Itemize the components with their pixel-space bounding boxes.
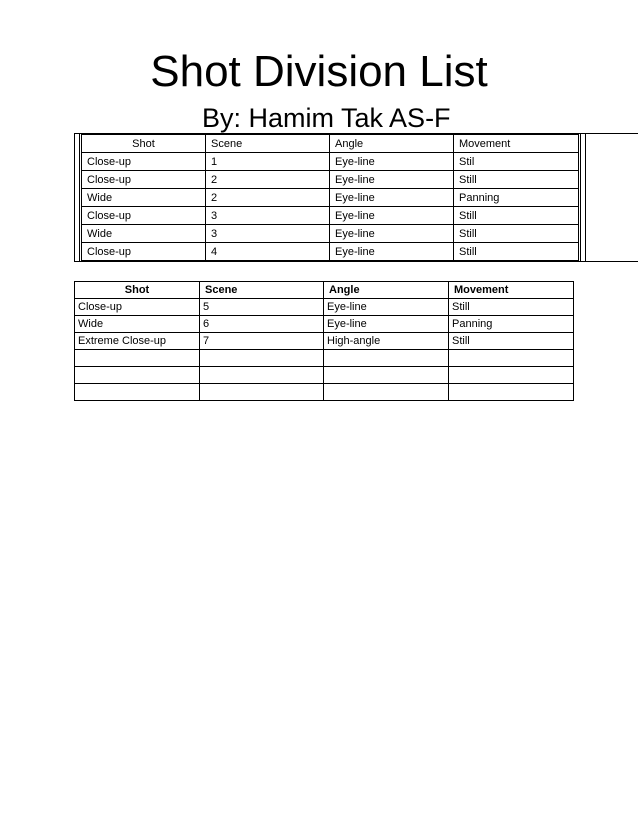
cell-scene: 6 <box>200 316 324 333</box>
cell-angle: Eye-line <box>330 225 454 243</box>
cell-movement <box>449 350 574 367</box>
page-title: Shot Division List <box>150 47 488 96</box>
cell-movement: Still <box>449 333 574 350</box>
table-row <box>75 316 574 333</box>
cell-scene: 5 <box>200 299 324 316</box>
cell-shot: Close-up <box>82 207 206 225</box>
cell-angle: Eye-line <box>330 153 454 171</box>
cell-shot: Wide <box>82 189 206 207</box>
cell-shot: Close-up <box>75 299 200 316</box>
cell-movement: Still <box>454 171 579 189</box>
cell-shot: Wide <box>75 316 200 333</box>
cell-movement: Still <box>454 225 579 243</box>
frame-line-left-inner <box>79 133 80 262</box>
cell-shot: Extreme Close-up <box>75 333 200 350</box>
table-row <box>75 350 574 367</box>
cell-shot <box>75 350 200 367</box>
table-header-row <box>75 282 574 299</box>
frame-line-right-inner <box>580 133 581 262</box>
cell-angle <box>324 384 449 401</box>
cell-shot: Close-up <box>82 171 206 189</box>
header-scene: Scene <box>200 282 324 299</box>
cell-shot <box>75 384 200 401</box>
author-subtitle: By: Hamim Tak AS-F <box>202 103 451 133</box>
cell-scene: 2 <box>206 171 330 189</box>
cell-movement: Panning <box>454 189 579 207</box>
cell-movement: Still <box>449 299 574 316</box>
shot-table-1 <box>81 134 579 262</box>
table-row <box>75 367 574 384</box>
table-row <box>75 384 574 401</box>
cell-scene <box>200 384 324 401</box>
table-row <box>75 333 574 350</box>
cell-shot: Close-up <box>82 153 206 171</box>
cell-scene: 4 <box>206 243 330 262</box>
cell-angle: High-angle <box>324 333 449 350</box>
cell-scene: 1 <box>206 153 330 171</box>
cell-angle: Eye-line <box>330 171 454 189</box>
cell-scene <box>200 350 324 367</box>
cell-angle <box>324 367 449 384</box>
header-scene: Scene <box>206 135 330 153</box>
frame-line-right-outer <box>585 133 586 262</box>
cell-movement: Still <box>454 243 579 262</box>
table-row <box>82 171 579 189</box>
cell-movement <box>449 367 574 384</box>
table-header-row <box>82 135 579 153</box>
cell-shot: Close-up <box>82 243 206 262</box>
header-shot: Shot <box>75 282 200 299</box>
header-movement: Movement <box>454 135 579 153</box>
table-row <box>82 207 579 225</box>
header-angle: Angle <box>330 135 454 153</box>
table-row <box>82 153 579 171</box>
frame-line-left-outer <box>74 133 75 262</box>
cell-angle: Eye-line <box>324 299 449 316</box>
cell-angle <box>324 350 449 367</box>
cell-scene: 3 <box>206 207 330 225</box>
cell-scene: 7 <box>200 333 324 350</box>
table-row <box>82 225 579 243</box>
cell-movement: Still <box>454 207 579 225</box>
header-angle: Angle <box>324 282 449 299</box>
shot-table-2 <box>74 281 574 401</box>
header-shot: Shot <box>82 135 206 153</box>
table-row <box>75 299 574 316</box>
header-movement: Movement <box>449 282 574 299</box>
cell-movement: Panning <box>449 316 574 333</box>
cell-scene: 3 <box>206 225 330 243</box>
table-row <box>82 243 579 262</box>
cell-angle: Eye-line <box>330 243 454 262</box>
cell-movement <box>449 384 574 401</box>
table-row <box>82 189 579 207</box>
cell-movement: Stil <box>454 153 579 171</box>
cell-shot <box>75 367 200 384</box>
cell-angle: Eye-line <box>324 316 449 333</box>
cell-angle: Eye-line <box>330 189 454 207</box>
cell-angle: Eye-line <box>330 207 454 225</box>
cell-shot: Wide <box>82 225 206 243</box>
cell-scene: 2 <box>206 189 330 207</box>
cell-scene <box>200 367 324 384</box>
